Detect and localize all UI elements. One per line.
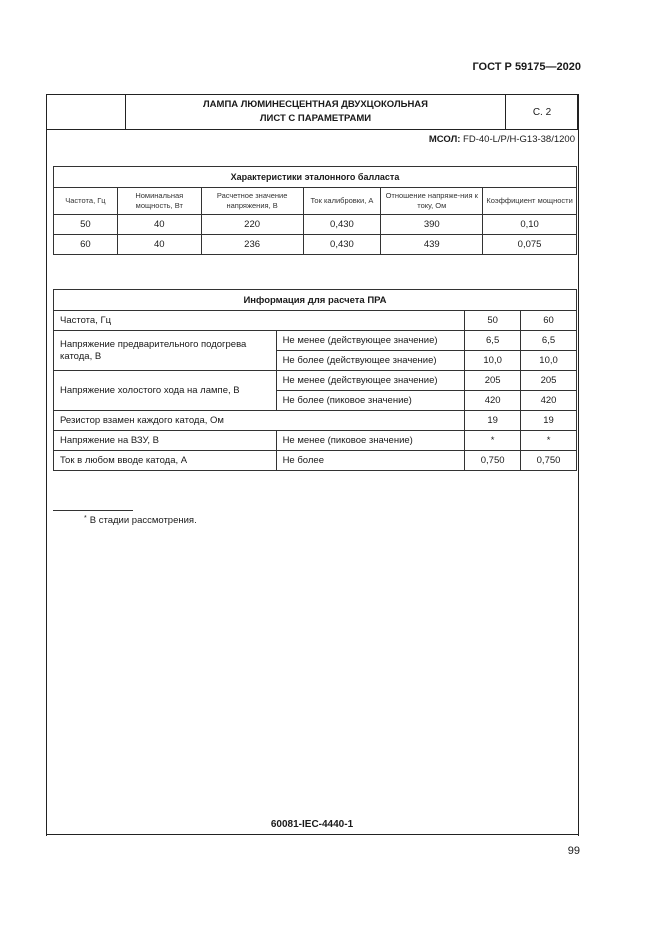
table-cell: 220 — [201, 215, 303, 235]
table-row — [54, 311, 577, 331]
reference-ballast-table — [53, 166, 577, 255]
open-circuit-label: Напряжение холостого хода на лампе, В — [54, 371, 277, 411]
column-header: Частота, Гц — [54, 188, 118, 215]
sheet-title — [126, 94, 506, 130]
standard-code: ГОСТ Р 59175—2020 — [472, 61, 581, 73]
table-cell: * — [465, 431, 521, 451]
header-empty-cell — [46, 94, 126, 130]
condition-label: Не более (действующее значение) — [276, 351, 465, 371]
table-row — [54, 371, 577, 391]
table-cell: 390 — [381, 215, 483, 235]
table-cell: 236 — [201, 235, 303, 255]
footnote-mark: * — [84, 515, 87, 522]
table-row — [54, 431, 577, 451]
column-header: Расчетное значение напряжения, В — [201, 188, 303, 215]
table-cell: 0,750 — [465, 451, 521, 471]
freq-50: 50 — [465, 311, 521, 331]
condition-label: Не менее (действующее значение) — [276, 371, 465, 391]
table-row — [54, 331, 577, 351]
condition-label: Не более (пиковое значение) — [276, 391, 465, 411]
frame-right-border — [578, 94, 579, 836]
msol-label: МСОЛ: — [428, 134, 461, 145]
reference-ballast-caption: Характеристики эталонного балласта — [54, 167, 577, 188]
sheet-title-line2: ЛИСТ С ПАРАМЕТРАМИ — [259, 113, 372, 124]
vzu-label: Напряжение на ВЗУ, В — [54, 431, 277, 451]
footnote — [84, 515, 197, 526]
resistor-label: Резистор взамен каждого катода, Ом — [54, 411, 465, 431]
table-row — [54, 411, 577, 431]
table-row — [54, 235, 577, 255]
table-cell: 10,0 — [521, 351, 577, 371]
table-row — [54, 451, 577, 471]
table-cell: 205 — [521, 371, 577, 391]
frame-left-border — [46, 94, 47, 836]
table-cell: 50 — [54, 215, 118, 235]
preheat-label: Напряжение предварительного подогрева катода, В — [54, 331, 277, 371]
column-header: Ток калибровки, А — [303, 188, 381, 215]
page-number: 99 — [567, 845, 580, 857]
table-cell: 19 — [465, 411, 521, 431]
table-cell: 60 — [54, 235, 118, 255]
footnote-text: В стадии рассмотрения. — [89, 515, 197, 526]
table-cell: 19 — [521, 411, 577, 431]
table-cell: 0,10 — [483, 215, 577, 235]
table-cell: 0,750 — [521, 451, 577, 471]
freq-60: 60 — [521, 311, 577, 331]
footnote-rule — [53, 510, 133, 511]
column-header: Отношение напряже-ния к току, Ом — [381, 188, 483, 215]
condition-label: Не менее (действующее значение) — [276, 331, 465, 351]
msol-designation — [429, 134, 575, 145]
condition-label: Не менее (пиковое значение) — [276, 431, 465, 451]
table-cell: 6,5 — [465, 331, 521, 351]
column-header: Номинальная мощность, Вт — [117, 188, 201, 215]
sheet-title-line1: ЛАМПА ЛЮМИНЕСЦЕНТНАЯ ДВУХЦОКОЛЬНАЯ — [203, 99, 428, 110]
sheet-page: С. 2 — [532, 106, 552, 118]
current-label: Ток в любом вводе катода, А — [54, 451, 277, 471]
table-cell: 40 — [117, 235, 201, 255]
table-cell: 439 — [381, 235, 483, 255]
table-cell: 420 — [521, 391, 577, 411]
table-cell: 205 — [465, 371, 521, 391]
bottom-designation: 60081-IEC-4440-1 — [270, 819, 354, 830]
pra-info-caption: Информация для расчета ПРА — [54, 290, 577, 311]
pra-info-table — [53, 289, 577, 471]
table-cell: 6,5 — [521, 331, 577, 351]
table-row — [54, 215, 577, 235]
bottom-rule — [46, 834, 578, 835]
table-cell: * — [521, 431, 577, 451]
msol-value: FD-40-L/P/H-G13-38/1200 — [463, 134, 575, 145]
table-cell: 0,075 — [483, 235, 577, 255]
condition-label: Не более — [276, 451, 465, 471]
table-cell: 40 — [117, 215, 201, 235]
table-cell: 0,430 — [303, 235, 381, 255]
table-cell: 420 — [465, 391, 521, 411]
table-cell: 0,430 — [303, 215, 381, 235]
table-cell: 10,0 — [465, 351, 521, 371]
column-header: Коэффициент мощности — [483, 188, 577, 215]
frequency-label: Частота, Гц — [54, 311, 465, 331]
